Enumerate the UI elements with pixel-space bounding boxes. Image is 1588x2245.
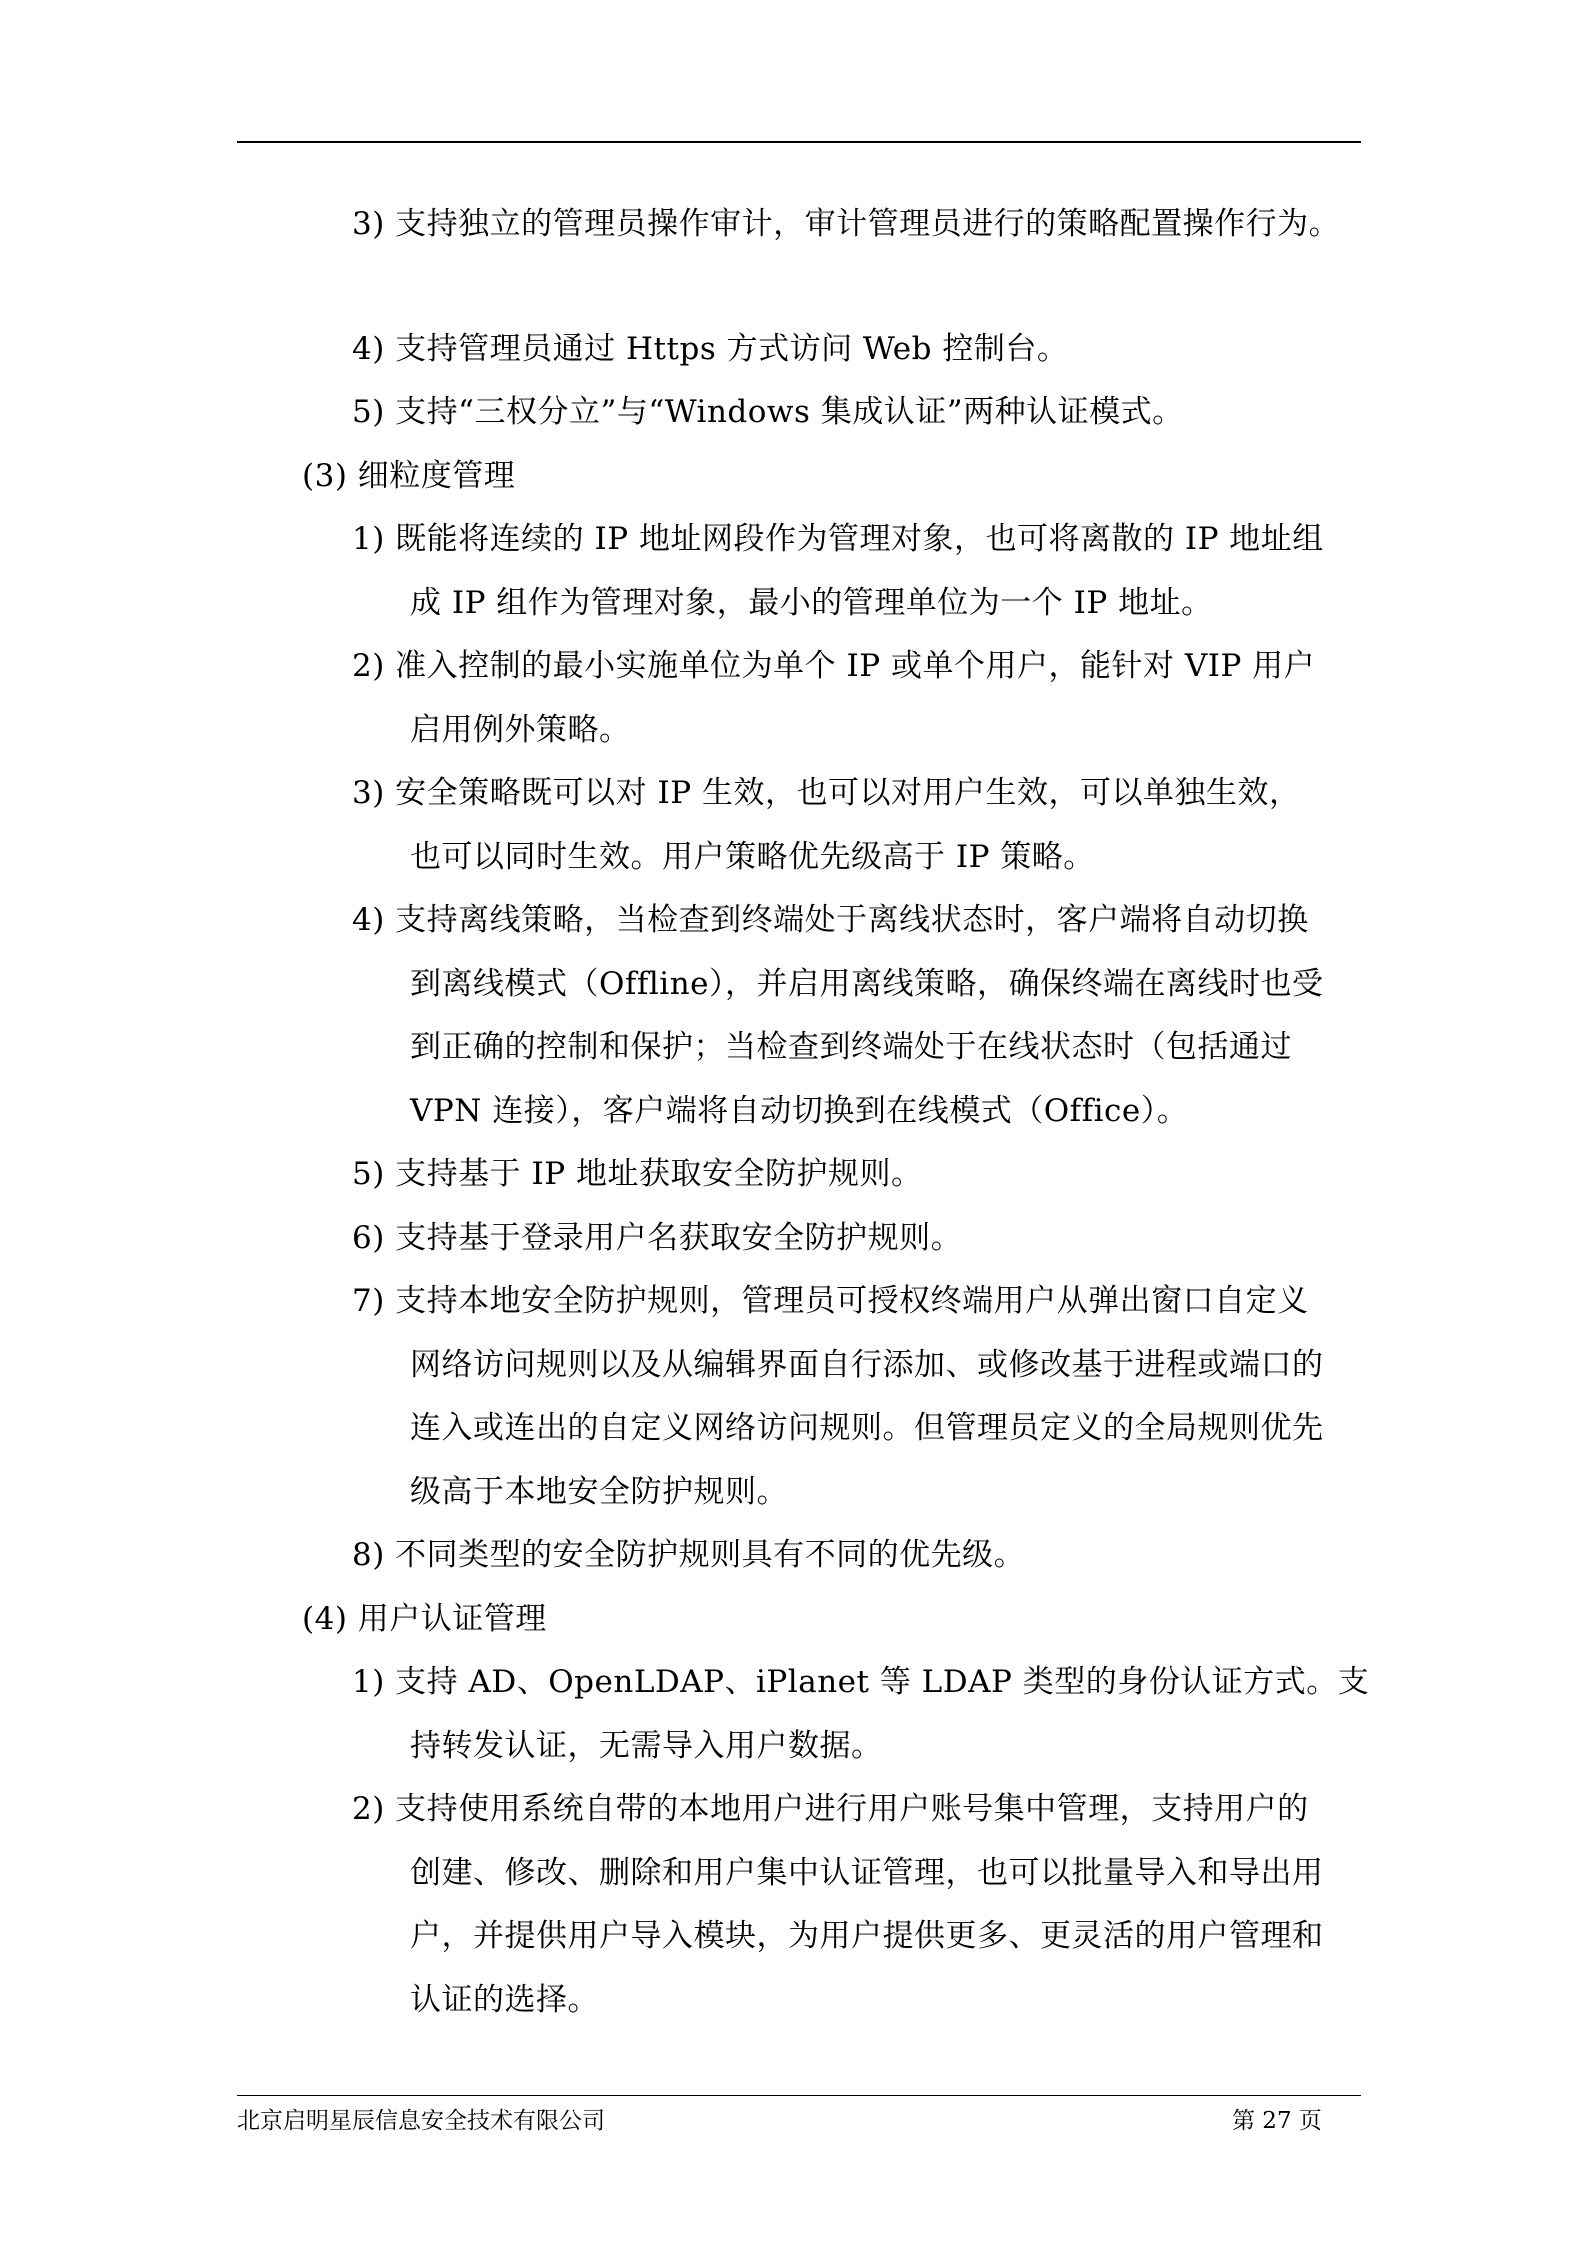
list-item-6-login-rules: 6) 支持基于登录用户名获取安全防护规则。 [352, 1220, 963, 1256]
list-item-1-continuation: 成 IP 组作为管理对象，最小的管理单位为一个 IP 地址。 [410, 585, 1213, 621]
list-item-7-continuation-1: 网络访问规则以及从编辑界面自行添加、或修改基于进程或端口的 [410, 1347, 1324, 1383]
list-item-2-continuation: 启用例外策略。 [410, 712, 631, 748]
list-item-2-continuation-2: 户，并提供用户导入模块，为用户提供更多、更灵活的用户管理和 [410, 1918, 1324, 1954]
list-item-4-offline-policy: 4) 支持离线策略，当检查到终端处于离线状态时，客户端将自动切换 [352, 902, 1309, 938]
list-item-8-priority: 8) 不同类型的安全防护规则具有不同的优先级。 [352, 1537, 1026, 1573]
list-item-3-security-policy: 3) 安全策略既可以对 IP 生效，也可以对用户生效，可以单独生效， [352, 775, 1301, 811]
list-item-2-local-users: 2) 支持使用系统自带的本地用户进行用户账号集中管理，支持用户的 [352, 1791, 1309, 1827]
list-item-4-continuation-1: 到离线模式（Offline），并启用离线策略，确保终端在离线时也受 [410, 966, 1324, 1002]
list-item-2-continuation-1: 创建、修改、删除和用户集中认证管理，也可以批量导入和导出用 [410, 1855, 1324, 1891]
section-heading-fine-grained: (3) 细粒度管理 [302, 458, 516, 494]
list-item-4-continuation-3: VPN 连接），客户端将自动切换到在线模式（Office）。 [410, 1093, 1189, 1129]
list-item-2-continuation-3: 认证的选择。 [410, 1982, 599, 2018]
footer-company: 北京启明星辰信息安全技术有限公司 [237, 2108, 605, 2134]
list-item-2-access-control: 2) 准入控制的最小实施单位为单个 IP 或单个用户，能针对 VIP 用户 [352, 648, 1316, 684]
list-item-7-continuation-2: 连入或连出的自定义网络访问规则。但管理员定义的全局规则优先 [410, 1410, 1324, 1446]
list-item-1-ldap: 1) 支持 AD、OpenLDAP、iPlanet 等 LDAP 类型的身份认证方式。支 [352, 1664, 1370, 1700]
list-item-3-continuation: 也可以同时生效。用户策略优先级高于 IP 策略。 [410, 839, 1095, 875]
list-item-4-https-web: 4) 支持管理员通过 Https 方式访问 Web 控制台。 [352, 331, 1069, 367]
list-item-7-continuation-3: 级高于本地安全防护规则。 [410, 1474, 788, 1510]
list-item-5-ip-rules: 5) 支持基于 IP 地址获取安全防护规则。 [352, 1156, 923, 1192]
list-item-5-auth-modes: 5) 支持“三权分立”与“Windows 集成认证”两种认证模式。 [352, 394, 1184, 430]
footer-rule [237, 2095, 1361, 2096]
list-item-4-continuation-2: 到正确的控制和保护；当检查到终端处于在线状态时（包括通过 [410, 1029, 1292, 1065]
list-item-1-ldap-continuation: 持转发认证，无需导入用户数据。 [410, 1728, 883, 1764]
header-rule [237, 141, 1361, 143]
list-item-3-admin-audit: 3) 支持独立的管理员操作审计，审计管理员进行的策略配置操作行为。 [352, 206, 1341, 242]
footer-page-number: 第 27 页 [1232, 2108, 1322, 2134]
list-item-1-ip-segments: 1) 既能将连续的 IP 地址网段作为管理对象，也可将离散的 IP 地址组 [352, 521, 1324, 557]
list-item-7-local-rules: 7) 支持本地安全防护规则，管理员可授权终端用户从弹出窗口自定义 [352, 1283, 1309, 1319]
section-heading-user-auth: (4) 用户认证管理 [302, 1601, 547, 1637]
